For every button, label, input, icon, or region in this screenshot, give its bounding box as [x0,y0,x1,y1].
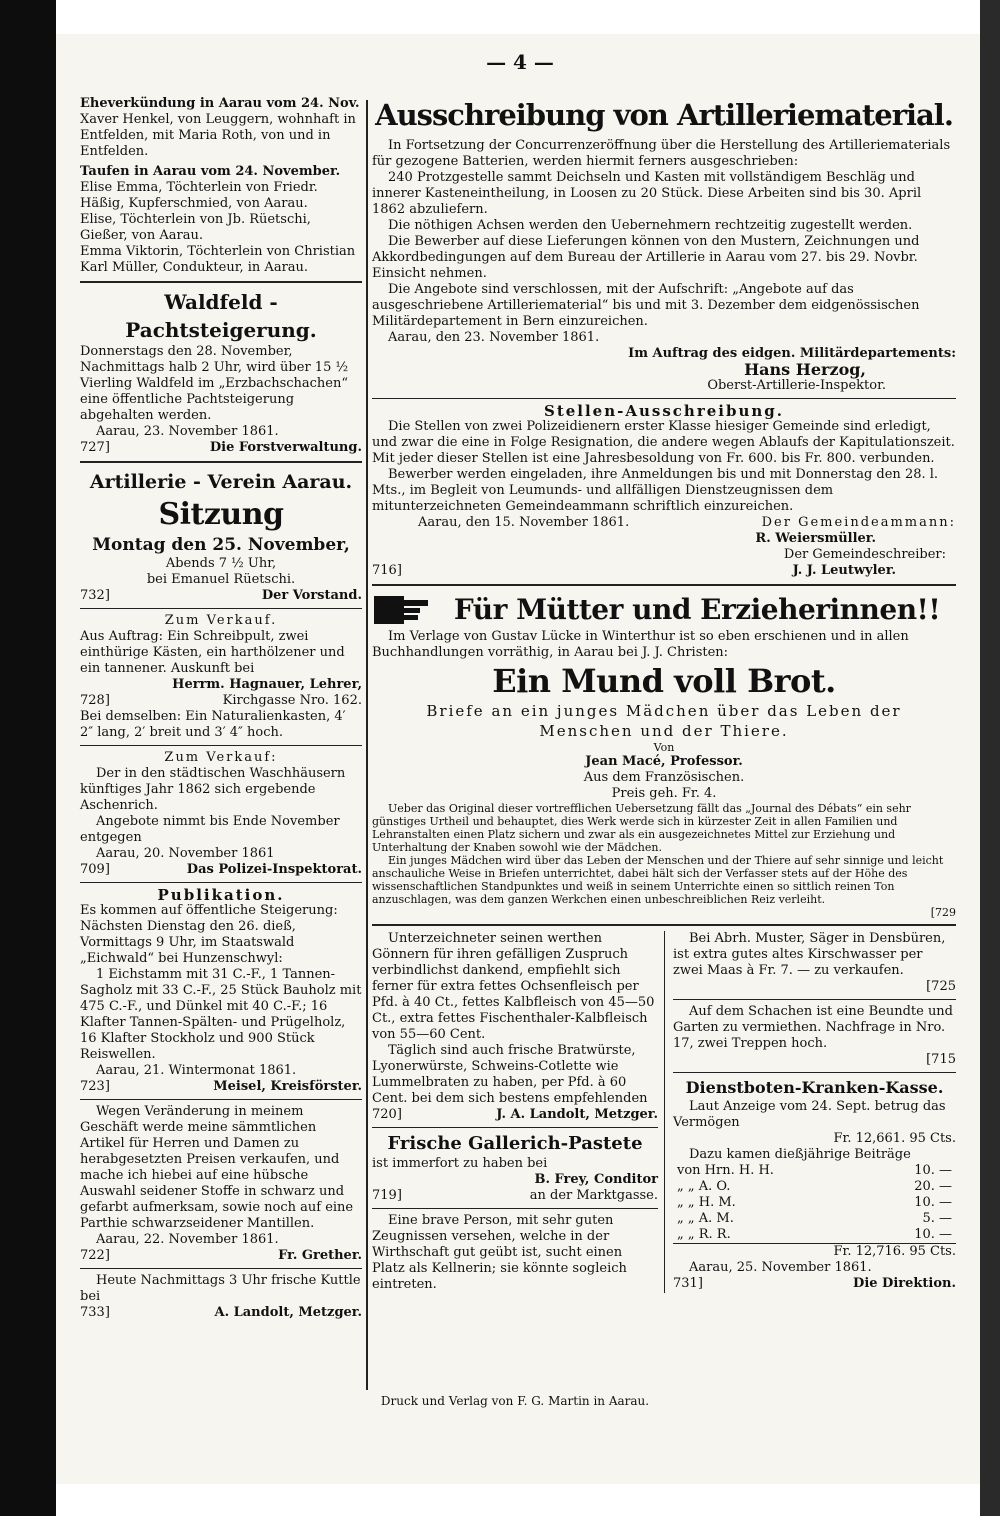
frey-sign: B. Frey, Conditor [534,1172,658,1187]
bottom-ads-left [372,931,665,1293]
rule [80,461,362,463]
kasse-head: Dienstboten-Kranken-Kasse. [685,1078,944,1097]
ausschreibung-sign: Hans Herzog, [744,360,866,379]
kasse-p1-amount: Fr. 12,661. 95 Cts. [833,1131,956,1146]
rule [372,398,956,399]
ehe-text: Xaver Henkel, von Leuggern, wohnhaft in Entfelden, mit Maria Roth, von und in Entfelden. [80,112,356,159]
page-number: — 4 — [486,50,554,74]
sitzung-when: Montag den 25. November, [92,535,350,555]
publikation-text2: 1 Eichstamm mit 31 C.-F., 1 Tannen-Sagholz mit 33 C.-F., 25 Stück Bauholz mit 475 C.-F., und Dünkel mit 40 C.-F.; 16 Klafter Tannen-Spälten- und Prügelholz, 16 Klafter Stockholz und 900 Stück Reiswellen. [80,967,362,1062]
kuttle-sign: A. Landolt, Metzger. [214,1305,362,1320]
verkauf-extra: Bei demselben: Ein Naturalienkasten, 4′ 2″ lang, 2′ breit und 3′ 4″ hoch. [80,709,346,740]
column-divider [366,100,368,1390]
ad-number: [715 [926,1052,956,1067]
table-row [673,1195,956,1211]
sitzung-time: Abends 7 ½ Uhr, [165,556,277,571]
kasse-total: Fr. 12,716. 95 Cts. [673,1243,956,1260]
publikation-text: Es kommen auf öffentliche Steigerung: Nächsten Dienstag den 26. dieß, Vormittags 9 Uhr, im Staatswald „Eichwald“ bei Hunzenschwyl: [80,903,338,966]
taufen-item: Elise Emma, Töchterlein von Friedr. Häßig, Kupferschmied, von Aarau. [80,180,318,211]
muster-text: Bei Abrh. Muster, Säger in Densbüren, ist extra gutes altes Kirschwasser per zwei Maas à Fr. 7. — zu verkaufen. [673,931,946,978]
person-text: Eine brave Person, mit sehr guten Zeugnissen versehen, welche in der Wirthschaft gut geübt ist, sucht einen Platz als Kellnerin; sie könnte sogleich eintreten. [372,1213,627,1292]
stellen-date: Aarau, den 15. November 1861. [418,515,630,530]
kasse-who: „ „ A. M. [677,1211,734,1226]
taufen-head: Taufen in Aarau vom 24. November. [80,164,341,179]
muetter-p2: Ueber das Original dieser vortrefflichen Uebersetzung fällt das „Journal des Débats“ ein sehr günstiges Urtheil und behauptet, dies Werk werde sich in kürzester Zeit in allen Familien und Lehranstalten einen Platz sichern und zwar als ein ausgezeichnetes Mittel zur Erziehung und Unterhaltung der Knaben sowohl wie der Mädchen. [372,802,911,854]
bottom-ads-right [673,931,956,1293]
ad-number: 716] [372,563,402,578]
frey-title: Frische Gallerich-Pastete [387,1133,643,1154]
book-price: Preis geh. Fr. 4. [611,786,717,801]
table-row [673,1179,956,1195]
book-title: Ein Mund voll Brot. [492,662,836,700]
muetter-p1: Im Verlage von Gustav Lücke in Winterthur ist so eben erschienen und in allen Buchhandlungen vorräthig, in Aarau bei J. J. Christen: [372,629,909,660]
verkauf2-text: Der in den städtischen Waschhäusern künftiges Jahr 1862 sich ergebende Aschenrich. [80,766,346,813]
kasse-p2: Dazu kamen dießjährige Beiträge [689,1147,911,1162]
book-von: Von [653,741,675,754]
stellen-p1: Die Stellen von zwei Polizeidienern erster Klasse hiesiger Gemeinde sind erledigt, und zwar die eine in Folge Resignation, die andere wegen Ablaufs der Kapitulationszeit. Mit jeder dieser Stellen ist eine Jahresbesoldung von Fr. 600. bis Fr. 800. verbunden. [372,419,955,466]
verkauf-head: Zum Verkauf. [164,613,278,628]
kuttle-text: Heute Nachmittags 3 Uhr frische Kuttle bei [80,1273,361,1304]
scan-edge-right [980,0,1000,1516]
book-subtitle1: Briefe an ein junges Mädchen über das Leben der [426,702,902,720]
ehe-head: Eheverkündung in Aarau vom 24. Nov. [80,96,360,111]
frey-text: ist immerfort zu haben bei [372,1156,548,1171]
taufen-item: Elise, Töchterlein von Jb. Rüetschi, Gießer, von Aarau. [80,212,311,243]
kasse-amount: 20. — [914,1179,952,1194]
ausschreibung-sign2: Oberst-Artillerie-Inspektor. [707,378,886,393]
artillerie-verein-title: Artillerie - Verein Aarau. [89,471,353,493]
ad-number: [729 [930,906,956,919]
ad-number: 731] [673,1276,703,1291]
rule [80,1099,362,1100]
taufen-item: Emma Viktorin, Töchterlein von Christian Karl Müller, Condukteur, in Aarau. [80,244,356,275]
ausschreibung-date: Aarau, den 23. November 1861. [388,330,600,345]
verkauf2-text2: Angebote nimmt bis Ende November entgegen [80,814,340,845]
stellen-role2: Der Gemeindeschreiber: [783,547,946,562]
beundte-text: Auf dem Schachen ist eine Beundte und Garten zu vermiethen. Nachfrage in Nro. 17, zwei Treppen hoch. [673,1004,954,1051]
ad-number: 709] [80,862,110,877]
kasse-table [673,1163,956,1243]
rule [80,745,362,746]
stellen-name2: J. J. Leutwyler. [792,563,896,578]
publikation-head: Publikation. [157,886,285,904]
ad-number: 733] [80,1305,110,1320]
scan-edge-left [0,0,56,1516]
ausschreibung-auftrag: Im Auftrag des eidgen. Militärdepartements: [628,346,956,361]
ad-number: 723] [80,1079,110,1094]
rule [673,1072,956,1073]
rule [372,1127,658,1128]
book-trans: Aus dem Französischen. [583,770,745,785]
book-subtitle2: Menschen und der Thiere. [539,722,789,740]
verkauf-name: Herrm. Hagnauer, Lehrer, [172,677,362,692]
stellen-p2: Bewerber werden eingeladen, ihre Anmeldungen bis und mit Donnerstag den 28. l. Mts., im Begleit von Leumunds- und allfälligen Dienstzeugnissen dem mitunterzeichneten Gemeindeammann schriftlich einzureichen. [372,467,939,514]
publikation-sign: Meisel, Kreisförster. [213,1079,362,1094]
rule [80,281,362,283]
kasse-sign: Die Direktion. [853,1276,956,1291]
ausschreibung-p2: 240 Protzgestelle sammt Deichseln und Kasten mit vollständigem Beschläg und innerer Kasteneintheilung, in Loosen zu 20 Stück. Diese Arbeiten sind bis 30. April 1862 abzuliefern. [372,170,922,217]
table-row [673,1227,956,1243]
grether-sign: Fr. Grether. [278,1248,362,1263]
right-column [372,96,956,1293]
verkauf2-sign: Das Polizei-Inspektorat. [186,862,362,877]
left-column [80,96,362,1321]
waldfeld-date: Aarau, 23. November 1861. [96,424,279,439]
imprint-footer: Druck und Verlag von F. G. Martin in Aarau. [380,1394,650,1408]
kasse-p1: Laut Anzeige vom 24. Sept. betrug das Vermögen [673,1099,946,1130]
landolt-text2: Täglich sind auch frische Bratwürste, Lyonerwürste, Schweins-Cotlette wie Lummelbraten zu haben, per Pfd. à 60 Cent. bei dem sich bestens empfehlenden [372,1043,648,1106]
kasse-date: Aarau, 25. November 1861. [689,1260,872,1275]
ad-number: 722] [80,1248,110,1263]
kasse-who: „ „ R. R. [677,1227,731,1242]
kasse-who: von Hrn. H. H. [677,1163,774,1178]
table-row [673,1163,956,1179]
waldfeld-title: Waldfeld - Pachtsteigerung. [125,290,317,342]
rule [80,882,362,883]
landolt-text: Unterzeichneter seinen werthen Gönnern für ihren gefälligen Zuspruch verbindlichst dankend, empfiehlt sich ferner für extra fettes Ochsenfleisch per Pfd. à 40 Ct., fettes Kalbfleisch von 45—50 Ct., extra fettes Fischenthaler-Kalbfleisch von 55—60 Cent. [372,931,655,1042]
stellen-role1: Der Gemeindeammann: [761,515,956,530]
ad-number: 728] [80,693,110,708]
ad-number: [725 [926,979,956,994]
frey-addr: an der Marktgasse. [529,1188,658,1203]
verkauf2-date: Aarau, 20. November 1861 [96,846,275,861]
ausschreibung-p3: Die nöthigen Achsen werden den Uebernehmern rechtzeitig zugestellt werden. [388,218,913,233]
ad-number: 719] [372,1188,402,1203]
ad-number: 732] [80,588,110,603]
bottom-ads [372,931,956,1293]
verein-sign: Der Vorstand. [261,588,362,603]
rule [372,584,956,586]
waldfeld-text: Donnerstags den 28. November, Nachmittags halb 2 Uhr, wird über 15 ½ Vierling Waldfeld im „Erzbachschachen“ eine öffentliche Pachtsteigerung abgehalten werden. [80,344,349,423]
book-author: Jean Macé, Professor. [585,754,743,769]
kasse-who: „ „ A. O. [677,1179,731,1194]
publikation-date: Aarau, 21. Wintermonat 1861. [96,1063,297,1078]
landolt-sign: J. A. Landolt, Metzger. [496,1107,658,1122]
ausschreibung-p1: In Fortsetzung der Concurrenzeröffnung über die Herstellung des Artilleriematerials für gezogene Batterien, werden hiermit ferners ausgeschrieben: [372,138,951,169]
rule [80,608,362,609]
muetter-title: Für Mütter und Erzieherinnen!! [453,593,941,626]
muetter-header [372,591,956,629]
muetter-p3: Ein junges Mädchen wird über das Leben der Menschen und der Thiere auf sehr sinnige und leicht anschauliche Weise in Briefen unterrichtet, dabei hält sich der Verfasser stets auf der Höhe des wissenschaftlichen Standpunktes und weiß in seinem Unterrichte einen so sittlich reinen Ton anzuschlagen, was dem ganzen Werkchen einen unbeschreiblichen Reiz verleiht. [372,854,944,906]
rule [80,1268,362,1269]
grether-text: Wegen Veränderung in meinem Geschäft werde meine sämmtlichen Artikel für Herren und Damen zu herabgesetzten Preisen verkaufen, und mache ich hiebei auf eine hübsche Auswahl seidener Stoffe in schwarz und gefarbt aufmerksam, sowie noch auf eine Parthie schwarzseidener Mantillen. [80,1104,354,1231]
ausschreibung-p5: Die Angebote sind verschlossen, mit der Aufschrift: „Angebote auf das ausgeschriebene Artilleriematerial“ bis und mit 3. Dezember dem eidgenössischen Militärdepartement in Bern einzureichen. [372,282,920,329]
kasse-amount: 5. — [922,1211,952,1226]
verkauf2-head: Zum Verkauf: [164,750,278,765]
rule [673,999,956,1000]
verkauf-text: Aus Auftrag: Ein Schreibpult, zwei einthürige Kästen, ein harthölzener und ein tannener. Auskunft bei [80,629,345,676]
ausschreibung-title: Ausschreibung von Artilleriematerial. [375,98,953,132]
kasse-amount: 10. — [914,1195,952,1210]
stellen-head: Stellen-Ausschreibung. [543,402,784,420]
ausschreibung-p4: Die Bewerber auf diese Lieferungen können von den Mustern, Zeichnungen und Akkordbedingungen auf dem Bureau der Artillerie in Aarau vom 27. bis 29. Novbr. Einsicht nehmen. [372,234,920,281]
ad-number: 727] [80,440,110,455]
waldfeld-sign: Die Forstverwaltung. [209,440,362,455]
kasse-who: „ „ H. M. [677,1195,736,1210]
stellen-name1: R. Weiersmüller. [755,531,876,546]
sitzung-where: bei Emanuel Rüetschi. [146,572,296,587]
rule [372,924,956,926]
verkauf-addr: Kirchgasse Nro. 162. [222,693,362,708]
grether-date: Aarau, 22. November 1861. [96,1232,279,1247]
rule [372,1208,658,1209]
kasse-amount: 10. — [914,1227,952,1242]
table-row [673,1211,956,1227]
kasse-amount: 10. — [914,1163,952,1178]
pointing-hand-icon [372,592,432,628]
sitzung-heading: Sitzung [158,497,284,532]
ad-number: 720] [372,1107,402,1122]
